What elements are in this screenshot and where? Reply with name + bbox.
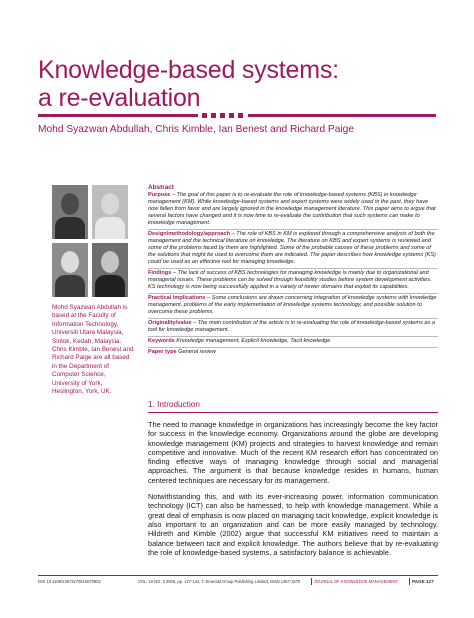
- abstract-purpose: [148, 191, 438, 230]
- section-text: – The role of KBS in KM is explored through a comprehensive analysis of both the management and the technical literature on knowledge. The literature on KBS and expert systems is reviewed and some of the problems faced by them are highlighted. Some of the probable causes of these problems and some of the solutions that might be used to overcome them are indicated. The paper describes how knowledge systems (KS) could be used as an effective tool for managing knowledge.: [148, 231, 436, 266]
- section-label: Originality/value: [148, 320, 192, 327]
- title-rule: [38, 114, 436, 117]
- abstract: [148, 184, 438, 357]
- footer-separator: [409, 578, 410, 585]
- section-text: – The goal of this paper is to re-evaluate the role of knowledge-based systems (KBS) in knowledge management (KM). While knowledge-based systems and expert systems were widely used in the past, they have now fallen from favor and are largely ignored in the knowledge management literature. This paper aims to argue that several factors have changed and it is now time to re-evaluate the contribution that such systems can make to knowledge management.: [148, 192, 436, 227]
- paragraph: The need to manage knowledge in organizations has increasingly become the key factor for success in the knowledge economy. Organizations around the globe are developing knowledge management (KM) projects and strategies to harvest knowledge and remain competitive and innovative. Much of the recent KM research effort has concentrated on finding effective ways of managing knowledge through social and managerial approaches. The argument is that because knowledge resides in humans, human centered techniques are necessary for its management.: [148, 420, 438, 485]
- section-label: Practical implications: [148, 295, 206, 302]
- footer-separator: [311, 578, 312, 585]
- footer-page: PAGE 127: [412, 578, 434, 584]
- rule-bar-left: [38, 114, 198, 117]
- rule-dot: [238, 113, 243, 118]
- introduction-body: [148, 420, 438, 557]
- rule-dot: [220, 113, 225, 118]
- abstract-keywords: [148, 337, 438, 348]
- rule-dot: [202, 113, 207, 118]
- author-list: Mohd Syazwan Abdullah, Chris Kimble, Ian Benest and Richard Paige: [38, 124, 354, 135]
- author-photo-paige: [92, 243, 128, 297]
- abstract-heading: Abstract: [148, 184, 174, 191]
- paragraph: Notwithstanding this, and with its ever-increasing power, information communication technology (ICT) can also be harnessed, to help with knowledge management. While a great deal of emphasis is now placed on managing tacit knowledge, explicit knowledge is also important to an organization and can be more easily managed by technology. Hildreth and Kimble (2002) argue that successful KM initiatives need to maintain a balance between tacit and explicit knowledge. The authors believe that by re-evaluating the role of knowledge-based systems, a satisfactory balance is achievable.: [148, 492, 438, 557]
- section-rule: [148, 412, 438, 413]
- abstract-implications: [148, 294, 438, 319]
- rule-dot: [229, 113, 234, 118]
- section-heading: 1. Introduction: [148, 400, 200, 409]
- section-text: – Some conclusions are drawn concerning integration of knowledge systems with knowledge management, problems of the early implementation of knowledge systems technology, and possible solution to overcome these problems.: [148, 295, 437, 316]
- section-label: Findings: [148, 270, 172, 277]
- author-photo-benest: [52, 243, 88, 297]
- footer-volume: VOL. 10 NO. 3 2006, pp. 127-142, © Emerald Group Publishing Limited, ISSN 1367-3270: [138, 579, 301, 584]
- section-label: Paper type: [148, 348, 177, 355]
- abstract-design: [148, 230, 438, 269]
- abstract-findings: [148, 269, 438, 294]
- footer-doi: DOI 10.1108/13673270610670902: [38, 579, 101, 584]
- author-photo-kimble: [92, 185, 128, 239]
- section-text: – The lack of success of KBS technologies for managing knowledge is mainly due to organizational and managerial issues. These problems can be solved through feasibility studies before system development activities. KS technology is now being successfully applied in a variety of newer domains that exploit its capabilities.: [148, 270, 432, 291]
- footer-journal: JOURNAL OF KNOWLEDGE MANAGEMENT: [314, 579, 399, 584]
- section-text: General review: [176, 348, 216, 355]
- section-text: – The main contribution of the article is in re-evaluating the role of knowledge-based systems as a tool for knowledge management.: [148, 320, 435, 334]
- rule-dot: [211, 113, 216, 118]
- author-photos: [52, 185, 128, 297]
- rule-dots: [202, 113, 243, 118]
- section-label: Keywords: [148, 337, 175, 344]
- abstract-originality: [148, 319, 438, 337]
- abstract-paper-type: [148, 348, 438, 358]
- author-bio: Mohd Syazwan Abdullah is based at the Faculty of Information Technology, Universiti Utara Malaysia, Sintok, Kedah, Malaysia. Chris Kimble, Ian Benest and Richard Paige are all based in the Department of Computer Science, University of York, Heslington, York, UK.: [52, 304, 134, 396]
- section-text: Knowledge management, Explicit knowledge, Tacit knowledge: [174, 337, 331, 344]
- title-line-2: a re-evaluation: [38, 84, 201, 112]
- article-title: [38, 56, 339, 112]
- section-label: Purpose: [148, 192, 171, 199]
- author-photo-abdullah: [52, 185, 88, 239]
- rule-bar-right: [248, 114, 436, 117]
- title-line-1: Knowledge-based systems:: [38, 56, 339, 84]
- section-label: Design/methodology/approach: [148, 231, 231, 238]
- footer-rule: [38, 575, 438, 576]
